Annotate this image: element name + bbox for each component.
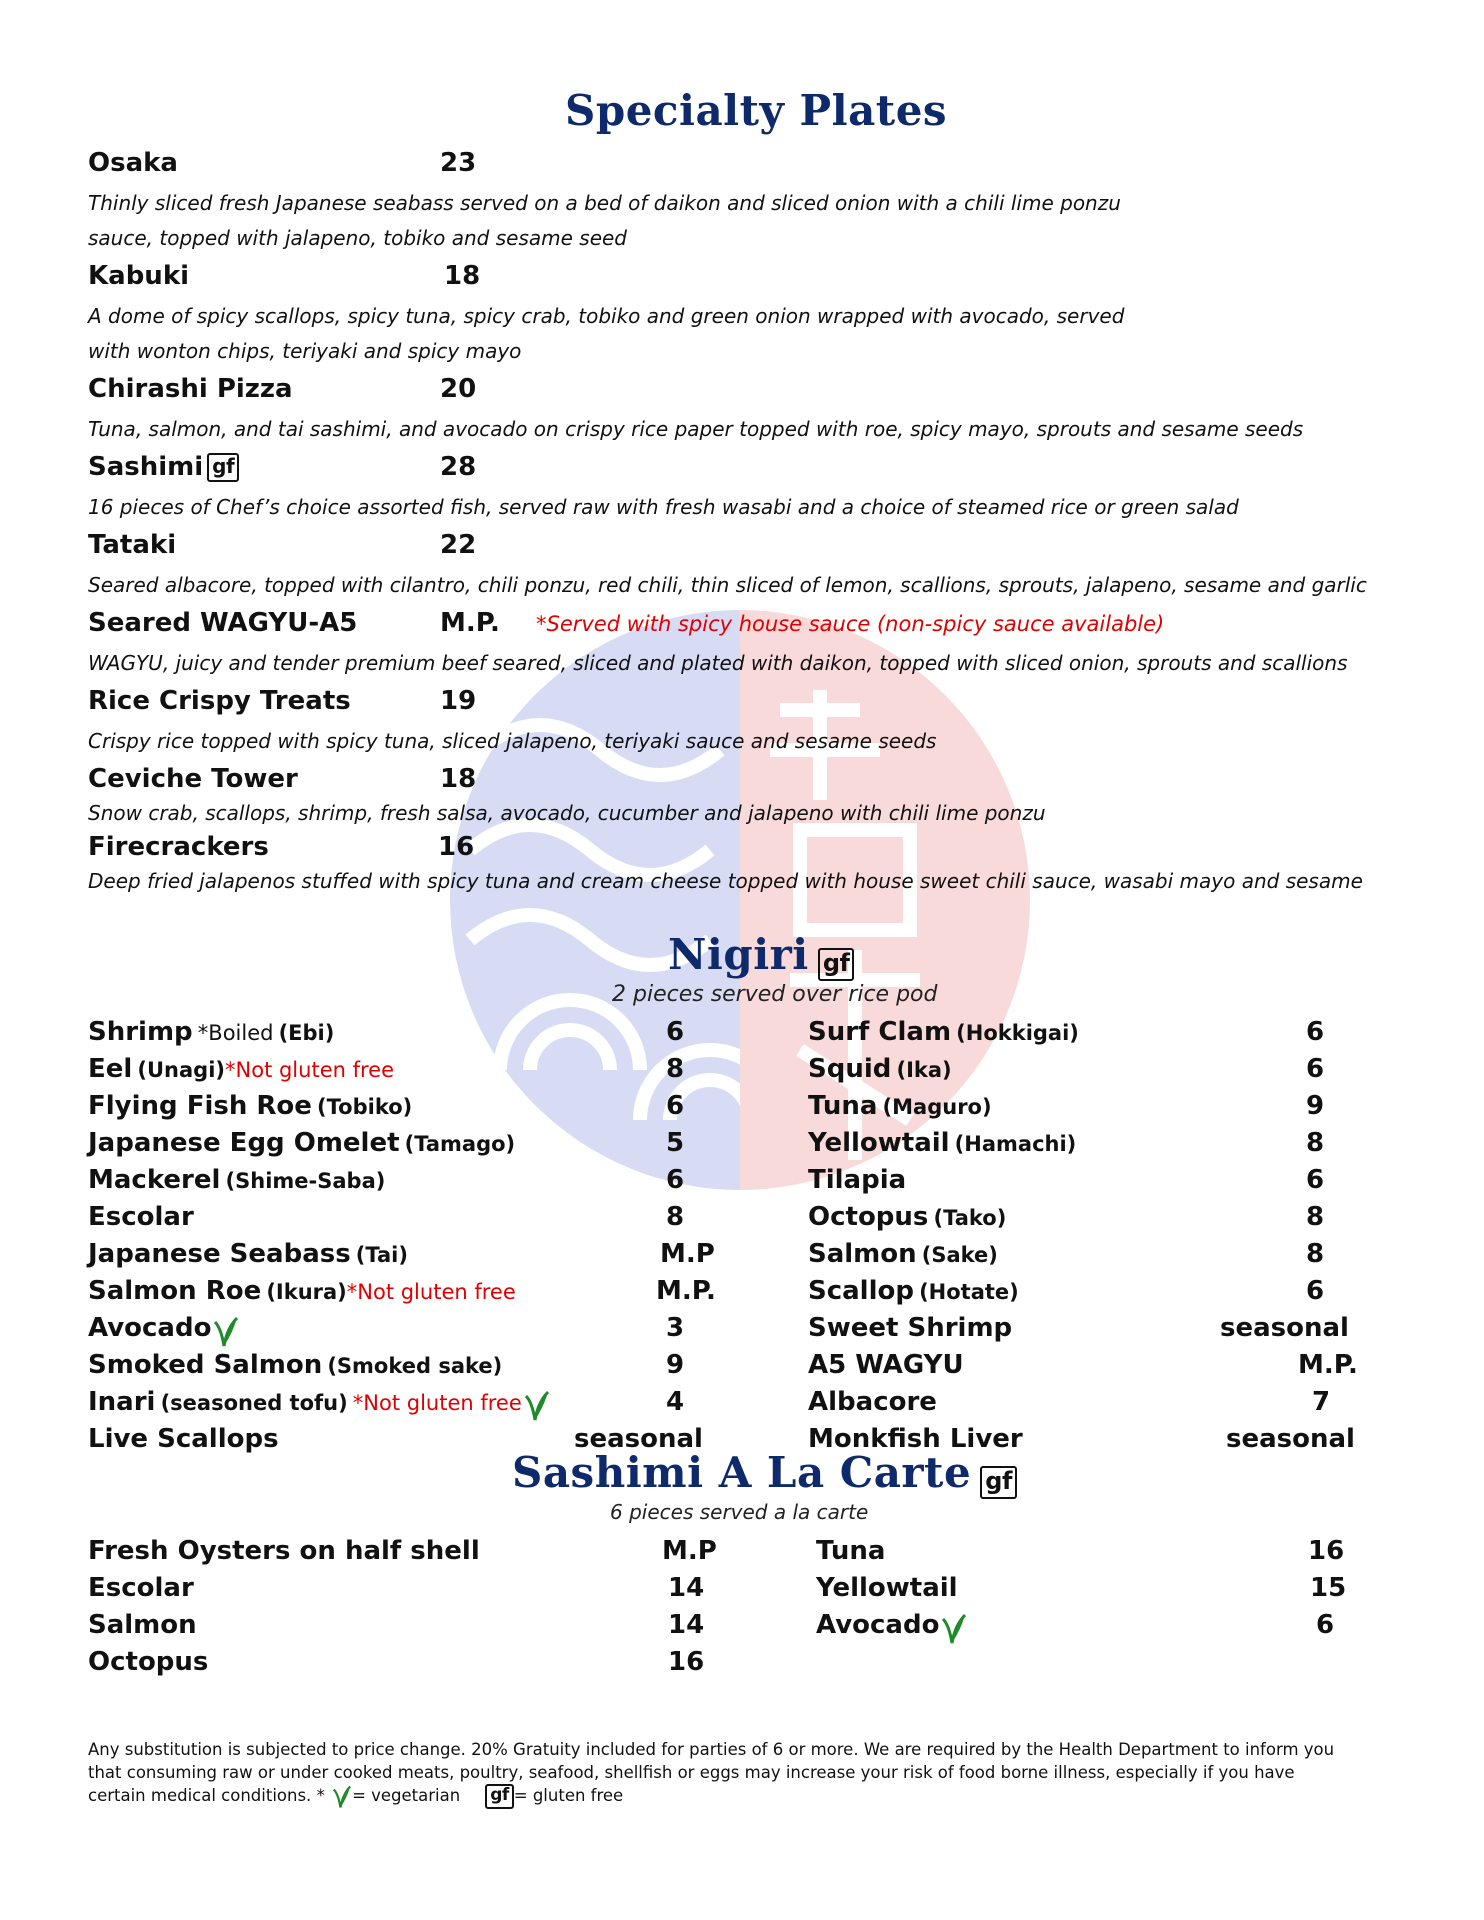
item-description: 16 pieces of Chef’s choice assorted fish, served raw with fresh wasabi and a choice of steamed rice or green salad — [88, 495, 1239, 519]
menu-row — [88, 1424, 279, 1458]
item-japanese-name: (Tako) — [933, 1206, 1007, 1230]
item-name: Salmon Roe — [88, 1276, 262, 1306]
item-name: Inari — [88, 1387, 156, 1417]
item-price: M.P — [662, 1536, 717, 1566]
disclaimer-text: Any substitution is subjected to price change. 20% Gratuity included for parties of 6 or more. We are required by the Health Department to inform you that consuming raw or under cooked meats, poultry, seafood, shellfish or eggs may increase your risk of food borne illness, especially if you have certain medical conditions. — [88, 1740, 1335, 1805]
item-description: Deep fried jalapenos stuffed with spicy tuna and cream cheese topped with house sweet chili sauce, wasabi mayo and sesame — [88, 869, 1363, 893]
menu-row — [808, 1165, 906, 1199]
item-name: Flying Fish Roe — [88, 1091, 312, 1121]
gf-badge-icon: gf — [818, 948, 855, 981]
menu-row — [88, 1350, 502, 1384]
item-japanese-name: (Hokkigai) — [956, 1021, 1079, 1045]
menu-row — [808, 1276, 1019, 1310]
item-name: Japanese Egg Omelet — [88, 1128, 400, 1158]
item-name: Tilapia — [808, 1165, 907, 1195]
not-gluten-free-note: *Not gluten free — [352, 1391, 522, 1415]
item-price: 18 — [440, 764, 477, 794]
item-price: 8 — [666, 1202, 685, 1232]
item-price: 8 — [666, 1054, 685, 1084]
item-name — [88, 452, 239, 482]
menu-row — [88, 1239, 408, 1273]
item-name: Kabuki — [88, 261, 190, 291]
item-name: Japanese Seabass — [88, 1239, 351, 1269]
item-description: Tuna, salmon, and tai sashimi, and avocado on crispy rice paper topped with roe, spicy mayo, sprouts and sesame seeds — [88, 417, 1304, 441]
item-price: 6 — [1316, 1610, 1335, 1640]
item-note: *Served with spicy house sauce (non-spicy sauce available) — [536, 612, 1165, 636]
item-japanese-name: (Tobiko) — [317, 1095, 413, 1119]
item-name: Shrimp — [88, 1017, 193, 1047]
item-japanese-name: (Hotate) — [919, 1280, 1019, 1304]
menu-row — [88, 1387, 550, 1421]
not-gluten-free-note: *Not gluten free — [346, 1280, 516, 1304]
item-price: M.P. — [440, 608, 500, 638]
specialty-item — [88, 148, 1408, 256]
menu-row — [88, 1165, 385, 1199]
specialty-item — [88, 530, 1408, 603]
item-name: Avocado — [816, 1610, 940, 1640]
item-price: 4 — [666, 1387, 685, 1417]
item-price: 16 — [1308, 1536, 1345, 1566]
item-name: Salmon — [808, 1239, 917, 1269]
item-price: 16 — [438, 832, 475, 862]
menu-row — [808, 1017, 1079, 1051]
item-price: 22 — [440, 530, 477, 560]
item-price: 23 — [440, 148, 477, 178]
item-price: 9 — [666, 1350, 685, 1380]
item-price: 28 — [440, 452, 477, 482]
nigiri-subtitle: 2 pieces served over rice pod — [612, 982, 938, 1007]
item-name: Ceviche Tower — [88, 764, 298, 794]
menu-row — [808, 1091, 992, 1125]
item-price: 15 — [1310, 1573, 1347, 1603]
specialty-item — [88, 374, 1408, 447]
item-japanese-name: (Maguro) — [882, 1095, 992, 1119]
item-name: Fresh Oysters on half shell — [88, 1536, 480, 1566]
item-description: Thinly sliced fresh Japanese seabass served on a bed of daikon and sliced onion with a chili lime ponzu sauce, topped with jalapeno, tobiko and sesame seed — [88, 191, 1121, 250]
item-name: Avocado — [88, 1313, 212, 1343]
footer-disclaimer — [88, 1738, 1348, 1809]
menu-row — [808, 1387, 937, 1421]
item-japanese-name: (Smoked sake) — [327, 1354, 503, 1378]
menu-row — [808, 1054, 952, 1088]
menu-row — [88, 1202, 194, 1236]
item-price: M.P. — [1298, 1350, 1358, 1380]
item-name: Octopus — [808, 1202, 929, 1232]
specialty-item — [88, 832, 1408, 899]
item-description: Crispy rice topped with spicy tuna, sliced jalapeno, teriyaki sauce and sesame seeds — [88, 729, 937, 753]
item-name: Tataki — [88, 530, 177, 560]
item-japanese-name: (Ebi) — [278, 1021, 335, 1045]
menu-row — [808, 1313, 1012, 1347]
item-japanese-name: (seasoned tofu) — [160, 1391, 348, 1415]
item-japanese-name: (Ikura) — [266, 1280, 347, 1304]
not-gluten-free-note: *Not gluten free — [225, 1058, 394, 1082]
item-price: 8 — [1306, 1239, 1325, 1269]
item-description: WAGYU, juicy and tender premium beef seared, sliced and plated with daikon, topped with sliced onion, sprouts and scallions — [88, 651, 1348, 675]
item-name-text: Sashimi — [88, 452, 204, 482]
menu-row — [816, 1536, 885, 1570]
item-name: Salmon — [88, 1610, 197, 1640]
item-name: Tuna — [816, 1536, 886, 1566]
item-price: seasonal — [1220, 1313, 1349, 1343]
item-description: A dome of spicy scallops, spicy tuna, spicy crab, tobiko and green onion wrapped with avocado, served with wonton chips, teriyaki and spicy mayo — [88, 304, 1125, 363]
item-name: Smoked Salmon — [88, 1350, 323, 1380]
item-price: 19 — [440, 686, 477, 716]
menu-row — [808, 1350, 964, 1384]
item-price: 20 — [440, 374, 477, 404]
item-price: seasonal — [574, 1424, 703, 1454]
item-name: Osaka — [88, 148, 178, 178]
item-name: Escolar — [88, 1573, 194, 1603]
item-name: Rice Crispy Treats — [88, 686, 351, 716]
legend-gluten-free: = gluten free — [513, 1786, 624, 1805]
item-price: 6 — [1306, 1276, 1325, 1306]
item-price: 8 — [1306, 1128, 1325, 1158]
item-name: Eel — [88, 1054, 133, 1084]
item-price: 16 — [668, 1647, 705, 1677]
item-price: 8 — [1306, 1202, 1325, 1232]
item-price: 6 — [666, 1091, 685, 1121]
item-price: 18 — [444, 261, 481, 291]
item-price: M.P — [660, 1239, 715, 1269]
legend-asterisk: * — [316, 1786, 325, 1805]
item-name: Yellowtail — [808, 1128, 950, 1158]
specialty-item — [88, 686, 1408, 759]
sashimi-carte-heading — [512, 1448, 1017, 1499]
menu-row — [808, 1128, 1076, 1162]
item-description: Seared albacore, topped with cilantro, chili ponzu, red chili, thin sliced of lemon, scallions, sprouts, jalapeno, sesame and garlic — [88, 573, 1367, 597]
item-japanese-name: (Sake) — [921, 1243, 998, 1267]
item-name: Octopus — [88, 1647, 209, 1677]
specialty-plates-title: Specialty Plates — [565, 86, 948, 135]
item-japanese-name: (Hamachi) — [954, 1132, 1077, 1156]
item-name: Escolar — [88, 1202, 194, 1232]
item-name: Mackerel — [88, 1165, 221, 1195]
item-price: 14 — [668, 1573, 705, 1603]
vegetarian-leaf-icon — [213, 1316, 239, 1348]
item-price: 6 — [666, 1017, 685, 1047]
item-name: Live Scallops — [88, 1424, 279, 1454]
menu-row — [88, 1091, 412, 1125]
menu-row — [88, 1313, 239, 1347]
item-price: 9 — [1306, 1091, 1325, 1121]
gf-badge-icon: gf — [485, 1784, 514, 1809]
item-name: Seared WAGYU-A5 — [88, 608, 358, 638]
menu-row — [88, 1573, 194, 1607]
item-price: 6 — [1306, 1017, 1325, 1047]
nigiri-title: Nigiri — [668, 930, 809, 979]
item-name: Yellowtail — [816, 1573, 958, 1603]
menu-row — [88, 1128, 515, 1162]
item-name: Squid — [808, 1054, 892, 1084]
menu-row — [808, 1202, 1006, 1236]
vegetarian-leaf-icon — [524, 1390, 550, 1422]
legend-vegetarian: = vegetarian — [352, 1786, 461, 1805]
item-japanese-name: (Tai) — [355, 1243, 408, 1267]
item-price: 5 — [666, 1128, 685, 1158]
item-price: 3 — [666, 1313, 685, 1343]
gf-badge-icon: gf — [980, 1466, 1017, 1499]
item-name: Sweet Shrimp — [808, 1313, 1013, 1343]
menu-row — [88, 1054, 394, 1088]
specialty-item — [88, 764, 1408, 831]
item-name: A5 WAGYU — [808, 1350, 964, 1380]
menu-row — [88, 1017, 334, 1051]
vegetarian-leaf-icon — [332, 1785, 352, 1809]
menu-row — [88, 1610, 197, 1644]
menu-row — [808, 1239, 998, 1273]
specialty-item — [88, 452, 1408, 525]
item-price: 6 — [666, 1165, 685, 1195]
item-japanese-name: (Unagi) — [137, 1058, 226, 1082]
item-price: 6 — [1306, 1054, 1325, 1084]
item-japanese-name: (Tamago) — [404, 1132, 516, 1156]
item-price: 7 — [1312, 1387, 1331, 1417]
item-description: Snow crab, scallops, shrimp, fresh salsa, avocado, cucumber and jalapeno with chili lime ponzu — [88, 801, 1046, 825]
menu-row — [88, 1647, 208, 1681]
item-name: Albacore — [808, 1387, 937, 1417]
menu-row — [816, 1573, 958, 1607]
item-prep: *Boiled — [197, 1021, 274, 1045]
sashimi-carte-subtitle: 6 pieces served a la carte — [610, 1500, 869, 1524]
item-price: seasonal — [1226, 1424, 1355, 1454]
item-japanese-name: (Shime-Saba) — [225, 1169, 386, 1193]
item-name: Monkfish Liver — [808, 1424, 1023, 1454]
item-name: Chirashi Pizza — [88, 374, 293, 404]
item-price: 6 — [1306, 1165, 1325, 1195]
item-price: M.P. — [656, 1276, 716, 1306]
specialty-item — [88, 261, 1408, 369]
specialty-item — [88, 608, 1408, 681]
item-name: Scallop — [808, 1276, 914, 1306]
item-name: Tuna — [808, 1091, 878, 1121]
item-price: 14 — [668, 1610, 705, 1640]
menu-row — [816, 1610, 967, 1644]
item-japanese-name: (Ika) — [896, 1058, 952, 1082]
item-name: Firecrackers — [88, 832, 269, 862]
gf-badge-icon: gf — [207, 453, 239, 482]
menu-row — [88, 1536, 480, 1570]
nigiri-heading — [668, 930, 854, 981]
vegetarian-leaf-icon — [941, 1613, 967, 1645]
item-name: Surf Clam — [808, 1017, 952, 1047]
menu-row — [88, 1276, 516, 1310]
sashimi-carte-title: Sashimi A La Carte — [512, 1448, 972, 1497]
